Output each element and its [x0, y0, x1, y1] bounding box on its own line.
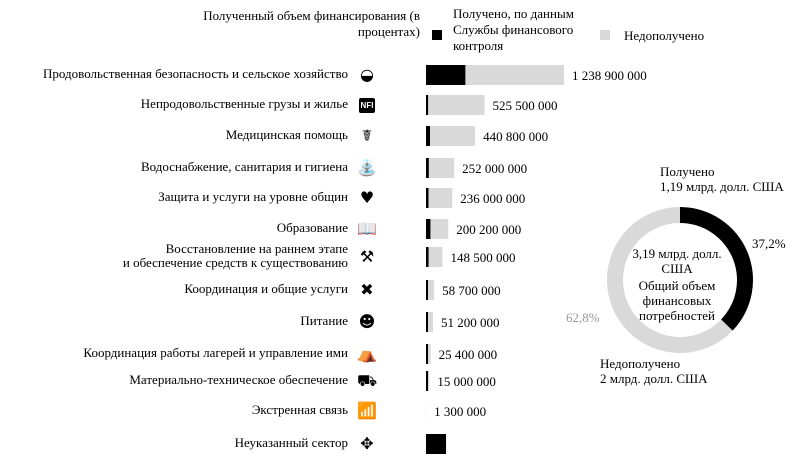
sector-label: Координация и общие услуги: [184, 282, 348, 296]
sector-label: Экстренная связь: [251, 403, 348, 417]
bar-amount-label: 440 800 000: [483, 129, 549, 144]
bar-missing: [430, 219, 448, 239]
sector-label-line: Восстановление на раннем этапе: [165, 242, 348, 256]
sector-label: Водоснабжение, санитария и гигиена: [141, 160, 348, 174]
food-bowl-icon: ◒: [360, 65, 374, 84]
sector-label: Защита и услуги на уровне общин: [158, 190, 348, 204]
sector-label: Неуказанный сектор: [234, 436, 348, 450]
bar-received: [426, 158, 429, 178]
bar-received: [426, 312, 428, 332]
bar-amount-label: 236 000 000: [460, 191, 526, 206]
sector-label: Материально-техническое обеспечение: [129, 373, 348, 387]
bar-amount-label: 252 000 000: [462, 161, 528, 176]
donut-missing-value: 2 млрд. долл. США: [600, 371, 708, 386]
donut-received-value: 1,19 млрд. долл. США: [660, 179, 784, 194]
bar-amount-label: 58 700 000: [442, 283, 501, 298]
protection-hands-icon: ♥: [359, 188, 375, 207]
bar-missing: [428, 312, 433, 332]
bar-amount-label: 525 500 000: [492, 98, 558, 113]
legend-title: Полученный объем финансирования (в процентах): [203, 8, 420, 39]
sector-label: Питание: [300, 314, 348, 328]
book-icon: 📖: [357, 219, 377, 238]
bar-missing: [428, 280, 434, 300]
bar-amount-label: 25 400 000: [438, 347, 498, 362]
bar-amount-label: 1 238 900 000: [572, 68, 647, 83]
bar-missing: [429, 188, 453, 208]
emergency-telecom-icon: 📶: [357, 401, 377, 420]
sector-label: Медицинская помощь: [225, 128, 348, 142]
bar-received: [426, 280, 428, 300]
caduceus-icon: ☤: [361, 126, 373, 145]
bar-amount-label: 1 300 000: [434, 404, 487, 419]
bar-amount-label: 15 000 000: [437, 374, 496, 389]
bar-amount-label: 51 200 000: [441, 315, 500, 330]
nutrition-icon: ☻: [358, 312, 376, 331]
bar-received: [426, 434, 446, 454]
bar-missing: [430, 126, 475, 146]
bar-received: [426, 247, 429, 267]
logistics-truck-icon: ⛟: [356, 371, 378, 390]
bar-missing: [429, 247, 443, 267]
donut-center-caption: Общий объем финансовых потребностей: [638, 278, 716, 323]
bar-missing: [428, 371, 429, 391]
donut-received-label: Получено: [660, 164, 715, 179]
bar-missing: [428, 344, 431, 364]
camp-icon: ⛺: [357, 344, 377, 363]
bar-amount-label: 200 200 000: [456, 222, 522, 237]
bar-missing: [428, 95, 484, 115]
donut-received-percent: 37,2%: [752, 236, 786, 251]
sector-label: Продовольственная безопасность и сельское хозяйство: [43, 67, 348, 81]
water-tap-icon: ⛲: [357, 158, 377, 177]
bar-missing: [465, 65, 564, 85]
nfi-icon: NFI: [357, 95, 377, 115]
donut-missing-label: Недополучено: [600, 356, 681, 371]
bar-received: [426, 65, 465, 85]
bar-received: [426, 126, 430, 146]
hammer-icon: ⚒: [359, 247, 375, 266]
bar-amount-label: 148 500 000: [450, 250, 516, 265]
bar-received: [426, 371, 428, 391]
legend-received-label: Получено, по данным Службы финансового контроля: [453, 6, 574, 53]
sector-label: Образование: [276, 221, 348, 235]
sector-label: Координация работы лагерей и управление ими: [83, 346, 348, 360]
donut-missing-percent: 62,8%: [566, 310, 600, 325]
donut-center-total: 3,19 млрд. долл. США: [632, 246, 722, 276]
sector-label-line: и обеспечение средств к существованию: [122, 255, 348, 270]
bar-received: [426, 344, 428, 364]
bar-received: [426, 188, 429, 208]
bar-received: [426, 95, 428, 115]
legend-missing-label: Недополучено: [624, 28, 705, 43]
coordination-icon: ✖: [360, 280, 374, 299]
unspecified-sector-icon: ✥: [360, 434, 374, 453]
sector-label: Непродовольственные грузы и жилье: [140, 97, 348, 111]
bar-missing: [429, 158, 454, 178]
bar-received: [426, 219, 430, 239]
